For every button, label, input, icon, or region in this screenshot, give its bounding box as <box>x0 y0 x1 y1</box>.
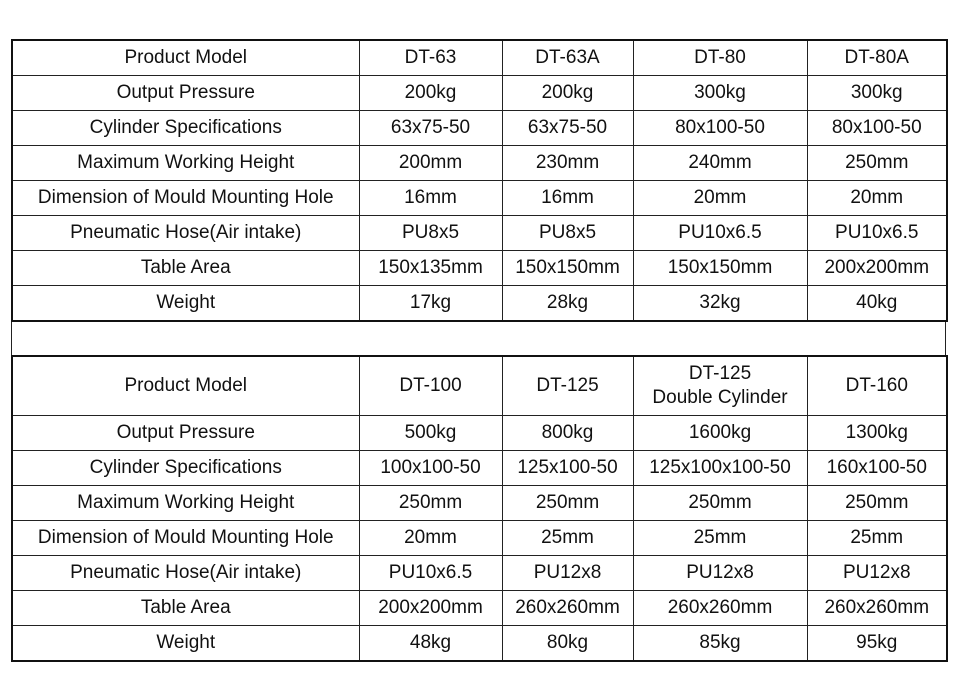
table-cell: 125x100-50 <box>502 451 633 486</box>
table-cell: 20mm <box>633 181 807 216</box>
table-cell: 25mm <box>807 521 947 556</box>
table-cell: 20mm <box>359 521 502 556</box>
row-label-cylinder-specifications: Cylinder Specifications <box>12 111 359 146</box>
row-label-maximum-working-height: Maximum Working Height <box>12 486 359 521</box>
table-row <box>12 626 947 662</box>
table-cell: 200kg <box>502 76 633 111</box>
row-label-product-model: Product Model <box>12 356 359 416</box>
table-cell: 200x200mm <box>359 591 502 626</box>
table-row <box>12 591 947 626</box>
table-cell: PU12x8 <box>633 556 807 591</box>
table-cell: 20mm <box>807 181 947 216</box>
table-cell: 48kg <box>359 626 502 662</box>
table-cell: 63x75-50 <box>359 111 502 146</box>
row-label-table-area: Table Area <box>12 591 359 626</box>
row-label-mould-mounting-hole: Dimension of Mould Mounting Hole <box>12 521 359 556</box>
model-cell: DT-63A <box>502 40 633 76</box>
table-cell: 28kg <box>502 286 633 322</box>
table-cell: 100x100-50 <box>359 451 502 486</box>
spec-table-top <box>11 39 948 322</box>
table-cell: 300kg <box>633 76 807 111</box>
table-cell: 80x100-50 <box>633 111 807 146</box>
table-cell: 800kg <box>502 416 633 451</box>
table-row <box>12 216 947 251</box>
table-cell: 250mm <box>807 146 947 181</box>
row-label-pneumatic-hose: Pneumatic Hose(Air intake) <box>12 556 359 591</box>
table-cell: 200x200mm <box>807 251 947 286</box>
table-cell: 40kg <box>807 286 947 322</box>
table-cell: 1600kg <box>633 416 807 451</box>
table-row <box>12 181 947 216</box>
table-cell: 250mm <box>807 486 947 521</box>
table-cell: 260x260mm <box>633 591 807 626</box>
table-cell: 63x75-50 <box>502 111 633 146</box>
table-cell: 300kg <box>807 76 947 111</box>
row-label-product-model: Product Model <box>12 40 359 76</box>
model-cell: DT-160 <box>807 356 947 416</box>
table-cell: PU12x8 <box>502 556 633 591</box>
row-label-maximum-working-height: Maximum Working Height <box>12 146 359 181</box>
row-label-pneumatic-hose: Pneumatic Hose(Air intake) <box>12 216 359 251</box>
table-row <box>12 486 947 521</box>
table-cell: 80kg <box>502 626 633 662</box>
table-cell: 250mm <box>633 486 807 521</box>
table-cell: 500kg <box>359 416 502 451</box>
table-row <box>12 356 947 416</box>
model-cell <box>633 356 807 416</box>
table-row <box>12 111 947 146</box>
model-cell: DT-100 <box>359 356 502 416</box>
table-cell: 16mm <box>502 181 633 216</box>
table-cell: PU10x6.5 <box>807 216 947 251</box>
table-row <box>12 146 947 181</box>
table-cell: 85kg <box>633 626 807 662</box>
table-cell: 32kg <box>633 286 807 322</box>
table-cell: PU8x5 <box>359 216 502 251</box>
row-label-weight: Weight <box>12 286 359 322</box>
table-row <box>12 416 947 451</box>
table-row <box>12 251 947 286</box>
table-row <box>12 286 947 322</box>
table-cell: 160x100-50 <box>807 451 947 486</box>
table-divider <box>11 322 946 355</box>
model-subtitle: Double Cylinder <box>652 387 788 408</box>
table-cell: 1300kg <box>807 416 947 451</box>
table-cell: 95kg <box>807 626 947 662</box>
table-cell: 230mm <box>502 146 633 181</box>
model-cell: DT-63 <box>359 40 502 76</box>
model-name: DT-125 <box>688 363 752 384</box>
table-row <box>12 556 947 591</box>
table-row <box>12 76 947 111</box>
model-cell: DT-80A <box>807 40 947 76</box>
table-cell: PU10x6.5 <box>633 216 807 251</box>
table-cell: 25mm <box>502 521 633 556</box>
table-cell: PU12x8 <box>807 556 947 591</box>
table-cell: 260x260mm <box>502 591 633 626</box>
table-cell: 125x100x100-50 <box>633 451 807 486</box>
model-cell: DT-125 <box>502 356 633 416</box>
table-cell: 17kg <box>359 286 502 322</box>
spec-table-bottom <box>11 355 948 662</box>
row-label-output-pressure: Output Pressure <box>12 416 359 451</box>
table-row <box>12 521 947 556</box>
table-row <box>12 40 947 76</box>
table-cell: 260x260mm <box>807 591 947 626</box>
row-label-table-area: Table Area <box>12 251 359 286</box>
row-label-mould-mounting-hole: Dimension of Mould Mounting Hole <box>12 181 359 216</box>
table-cell: 240mm <box>633 146 807 181</box>
table-cell: 200kg <box>359 76 502 111</box>
row-label-weight: Weight <box>12 626 359 662</box>
table-cell: 16mm <box>359 181 502 216</box>
table-cell: 250mm <box>502 486 633 521</box>
model-cell-two-line <box>652 362 787 410</box>
table-cell: PU8x5 <box>502 216 633 251</box>
table-cell: 25mm <box>633 521 807 556</box>
table-cell: 250mm <box>359 486 502 521</box>
table-cell: 200mm <box>359 146 502 181</box>
model-cell: DT-80 <box>633 40 807 76</box>
table-cell: 150x150mm <box>502 251 633 286</box>
table-cell: 150x135mm <box>359 251 502 286</box>
table-cell: 150x150mm <box>633 251 807 286</box>
row-label-cylinder-specifications: Cylinder Specifications <box>12 451 359 486</box>
table-cell: 80x100-50 <box>807 111 947 146</box>
table-cell: PU10x6.5 <box>359 556 502 591</box>
row-label-output-pressure: Output Pressure <box>12 76 359 111</box>
table-row <box>12 451 947 486</box>
